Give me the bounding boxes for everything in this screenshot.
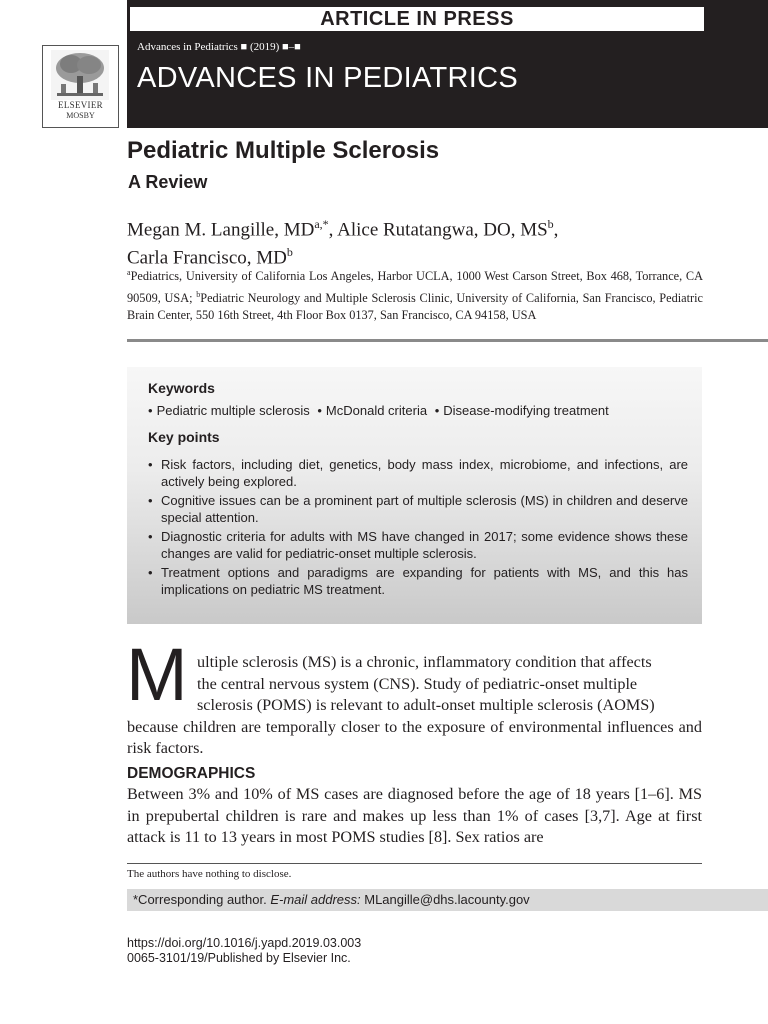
affiliations bbox=[127, 264, 703, 325]
doi-link[interactable]: https://doi.org/10.1016/j.yapd.2019.03.003 bbox=[127, 936, 362, 950]
keypoint-text: Risk factors, including diet, genetics, body mass index, microbiome, and infections, are actively being explored. bbox=[161, 457, 688, 489]
bullet-icon: • bbox=[148, 493, 153, 508]
keyword: McDonald criteria bbox=[325, 403, 428, 418]
keypoint-text: Cognitive issues can be a prominent part of multiple sclerosis (MS) in children and deserve special attention. bbox=[161, 493, 688, 525]
author-name: Megan M. Langille, MD bbox=[127, 219, 315, 241]
keypoints-list bbox=[148, 456, 688, 600]
author-name: Alice Rutatangwa, DO, MS bbox=[337, 219, 548, 241]
bullet-icon: • bbox=[434, 403, 440, 418]
author-name: Carla Francisco, MD bbox=[127, 247, 287, 269]
list-item bbox=[148, 528, 688, 562]
author-separator: , bbox=[328, 219, 338, 241]
list-item bbox=[148, 492, 688, 526]
corr-email[interactable]: MLangille@dhs.lacounty.gov bbox=[360, 892, 530, 907]
affil-label: b bbox=[196, 289, 201, 299]
section-divider bbox=[127, 339, 768, 342]
intro-line: sclerosis (POMS) is relevant to adult-onset multiple sclerosis (AOMS) bbox=[197, 696, 655, 714]
demographics-paragraph: Between 3% and 10% of MS cases are diagnosed before the age of 18 years [1–6]. MS in prepubertal children is rare and makes up less than 1% of cases [3,7]. Age at first attack is 11 to 13 years in most POMS studies [8]. Sex ratios are bbox=[127, 785, 702, 846]
author-affil-sup: b bbox=[547, 217, 554, 231]
corr-lead: *Corresponding author. bbox=[133, 892, 271, 907]
corresponding-author-bar bbox=[127, 889, 768, 911]
bullet-icon: • bbox=[317, 403, 322, 418]
affil-text: Pediatric Neurology and Multiple Sclerosis Clinic, University of California, San Francisco, Pediatric Brain Center, 550 16th Street, 4th Floor Box 0137, San Francisco, CA 94158, USA bbox=[127, 290, 703, 323]
keywords-heading: Keywords bbox=[148, 380, 215, 396]
article-in-press-banner: ARTICLE IN PRESS bbox=[130, 7, 704, 31]
keypoint-text: Treatment options and paradigms are expanding for patients with MS, and this has implications on pediatric MS treatment. bbox=[161, 565, 688, 597]
keypoints-heading: Key points bbox=[148, 429, 220, 445]
journal-name: ADVANCES IN PEDIATRICS bbox=[137, 62, 518, 94]
keywords-list bbox=[148, 403, 613, 418]
affil-text: Pediatrics, University of California Los Angeles, Harbor UCLA, 1000 West Carson Street, Box 468, Torrance, CA 90509, USA; bbox=[127, 269, 703, 305]
intro-rest: because children are temporally closer to the exposure of environmental influences and risk factors. bbox=[127, 717, 702, 757]
drop-cap: M bbox=[126, 633, 188, 716]
author-list bbox=[127, 213, 727, 270]
keywords-box bbox=[127, 367, 702, 624]
author-affil-sup: a,* bbox=[314, 217, 329, 231]
issn-line: 0065-3101/19/Published by Elsevier Inc. bbox=[127, 951, 351, 965]
keyword: Disease-modifying treatment bbox=[443, 403, 609, 418]
bullet-icon: • bbox=[148, 529, 153, 544]
corr-email-label: E-mail address: bbox=[270, 892, 361, 907]
bullet-icon: • bbox=[148, 457, 153, 472]
bullet-icon: • bbox=[148, 565, 153, 580]
journal-meta: Advances in Pediatrics ■ (2019) ■–■ bbox=[137, 41, 301, 53]
keyword: Pediatric multiple sclerosis bbox=[156, 403, 310, 418]
affil-label: a bbox=[127, 268, 131, 277]
elsevier-wordmark: ELSEVIER bbox=[58, 100, 103, 110]
mosby-wordmark: MOSBY bbox=[66, 111, 95, 120]
article-title: Pediatric Multiple Sclerosis bbox=[127, 137, 440, 164]
elsevier-logo bbox=[42, 45, 119, 128]
bullet-icon: • bbox=[148, 403, 153, 418]
footnote-divider bbox=[127, 863, 702, 864]
author-affil-sup: b bbox=[286, 245, 293, 260]
intro-paragraph bbox=[127, 652, 702, 760]
list-item bbox=[148, 564, 688, 598]
intro-line: the central nervous system (CNS). Study of pediatric-onset multiple bbox=[197, 674, 638, 693]
article-subtitle: A Review bbox=[128, 172, 208, 192]
list-item bbox=[148, 456, 688, 490]
intro-line: ultiple sclerosis (MS) is a chronic, inflammatory condition that affects bbox=[197, 653, 652, 671]
elsevier-tree-icon bbox=[51, 50, 109, 100]
disclosure-note: The authors have nothing to disclose. bbox=[127, 868, 292, 880]
section-heading: DEMOGRAPHICS bbox=[127, 765, 256, 782]
keypoint-text: Diagnostic criteria for adults with MS have changed in 2017; some evidence shows these changes are valid for pediatric-onset multiple sclerosis. bbox=[161, 529, 688, 561]
author-separator: , bbox=[553, 219, 559, 241]
doi-block bbox=[127, 936, 361, 966]
